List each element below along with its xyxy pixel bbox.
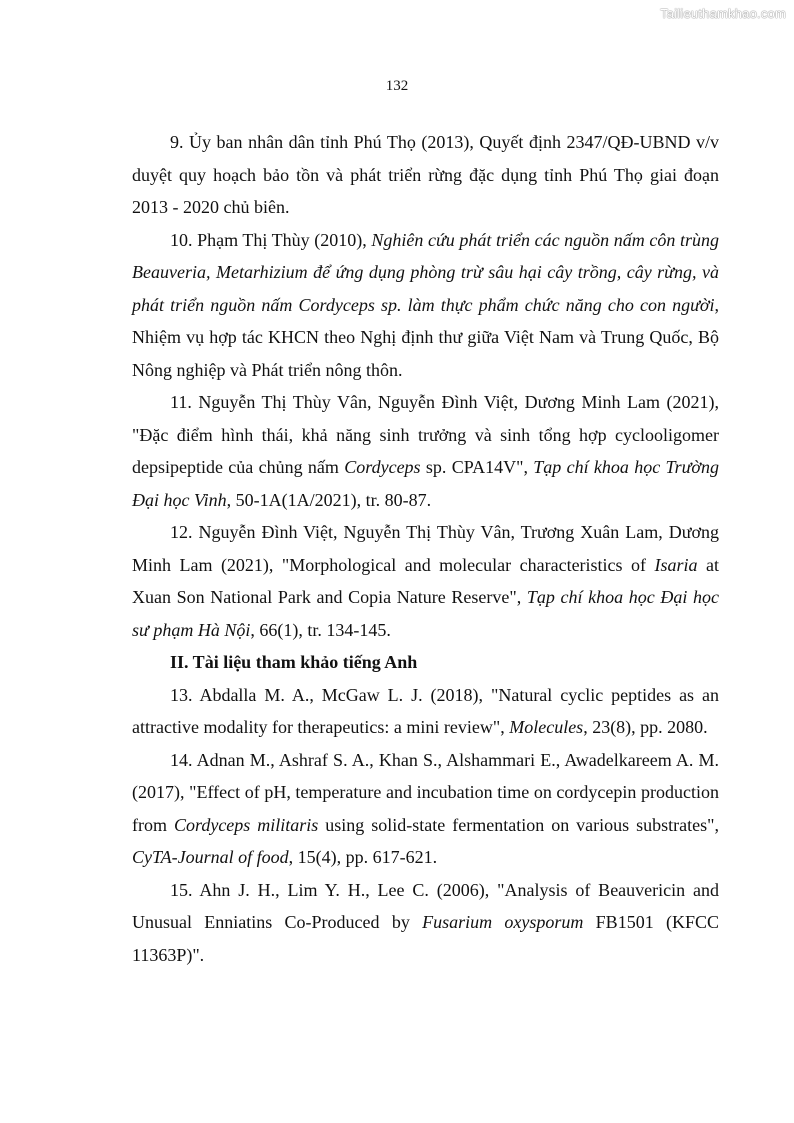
section-heading: II. Tài liệu tham khảo tiếng Anh bbox=[170, 652, 418, 672]
reference-item: 14. Adnan M., Ashraf S. A., Khan S., Alshammari E., Awadelkareem A. M. (2017), "Effect of pH, temperature and incubation time on cordycepin production from Cordyceps militaris using solid-state fermentation on various substrates", CyTA-Journal of food, 15(4), pp. 617-621. bbox=[132, 749, 719, 867]
reference-item: 11. Nguyễn Thị Thùy Vân, Nguyễn Đình Việt, Dương Minh Lam (2021), "Đặc điểm hình thái, khả năng sinh trưởng và sinh tổng hợp cyclooligomer depsipeptide của chủng nấm Cordyceps sp. CPA14V", Tạp chí khoa học Trường Đại học Vinh, 50-1A(1A/2021), tr. 80-87. bbox=[132, 392, 720, 510]
page-number: 132 bbox=[385, 78, 409, 94]
watermark: Tailieuthamkhao.com bbox=[660, 6, 786, 21]
reference-item: 10. Phạm Thị Thùy (2010), Nghiên cứu phát triển các nguồn nấm côn trùng Beauveria, Metarhizium để ứng dụng phòng trừ sâu hại cây trồng, cây rừng, và phát triển nguồn nấm Cordyceps sp. làm thực phẩm chức năng cho con người, Nhiệm vụ hợp tác KHCN theo Nghị định thư giữa Việt Nam và Trung Quốc, Bộ Nông nghiệp và Phát triển nông thôn. bbox=[132, 229, 719, 380]
reference-item: 9. Ủy ban nhân dân tỉnh Phú Thọ (2013), Quyết định 2347/QĐ-UBND v/v duyệt quy hoạch bảo tồn và phát triển rừng đặc dụng tỉnh Phú Thọ giai đoạn 2013 - 2020 chủ biên. bbox=[132, 132, 719, 217]
reference-list bbox=[132, 126, 719, 971]
reference-item: 15. Ahn J. H., Lim Y. H., Lee C. (2006), "Analysis of Beauvericin and Unusual Enniatins Co-Produced by Fusarium oxysporum FB1501 (KFCC 11363P)". bbox=[132, 879, 719, 965]
reference-item: 12. Nguyễn Đình Việt, Nguyễn Thị Thùy Vân, Trương Xuân Lam, Dương Minh Lam (2021), "Morphological and molecular characteristics of Isaria at Xuan Son National Park and Copia Nature Reserve", Tạp chí khoa học Đại học sư phạm Hà Nội, 66(1), tr. 134-145. bbox=[132, 522, 719, 640]
reference-item: 13. Abdalla M. A., McGaw L. J. (2018), "Natural cyclic peptides as an attractive modality for therapeutics: a mini review", Molecules, 23(8), pp. 2080. bbox=[132, 684, 719, 737]
